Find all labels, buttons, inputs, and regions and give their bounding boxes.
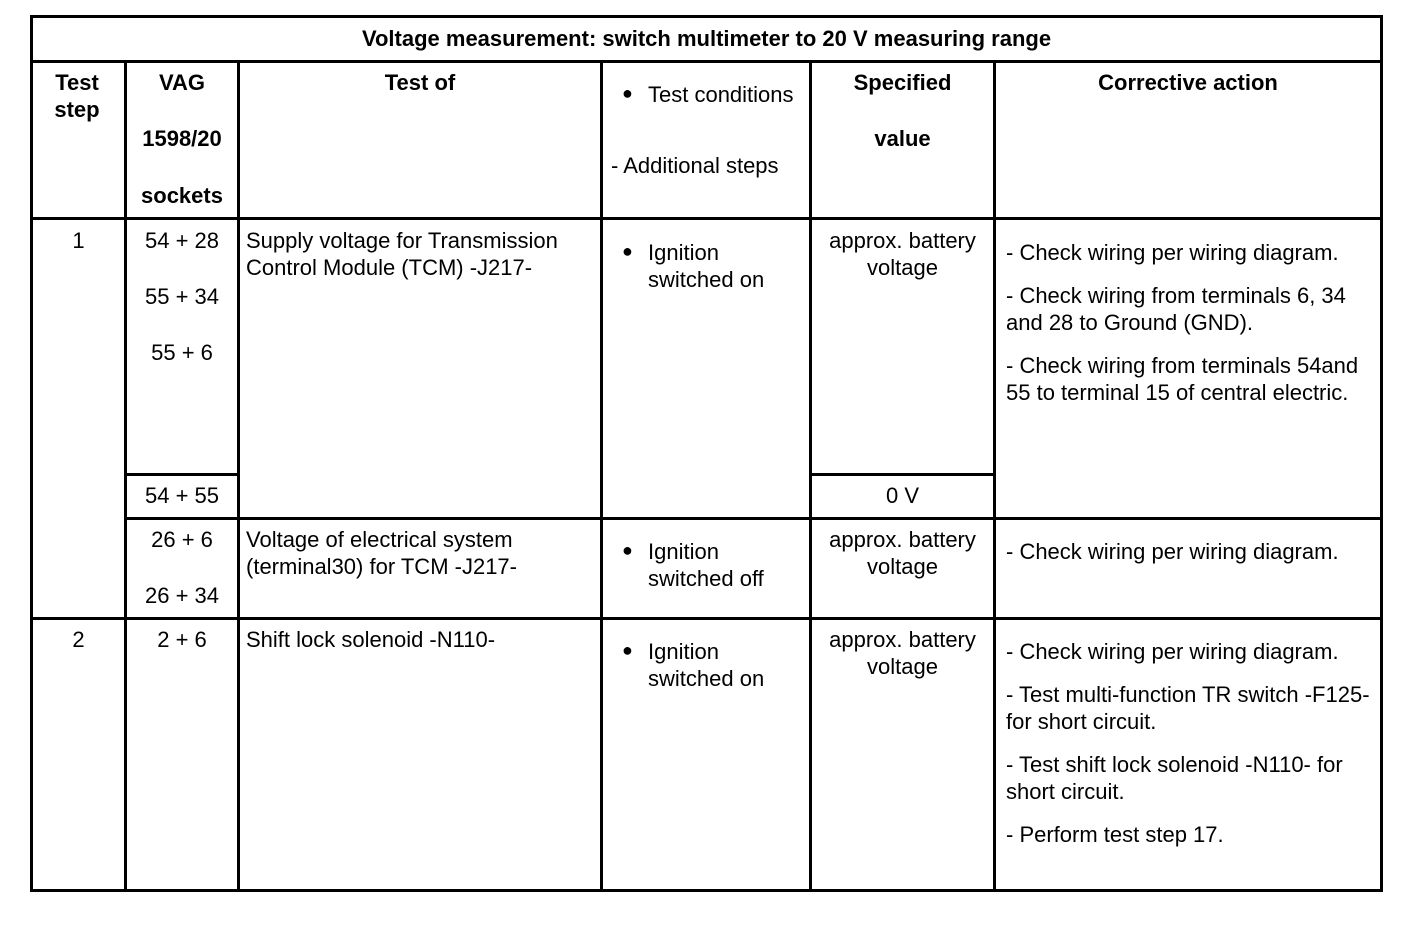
row1-specified-b: 0 V <box>885 483 920 508</box>
row1-step: 1 <box>72 228 85 253</box>
header-specified-line1: Specified <box>853 70 952 95</box>
row3-specified: approx. battery voltage <box>829 627 976 679</box>
row2-divider <box>30 617 1383 620</box>
bullet-icon: ● <box>622 640 633 660</box>
row1-socket-3: 55 + 6 <box>151 340 213 365</box>
voltage-measurement-table <box>30 15 1383 892</box>
title-divider <box>30 60 1383 63</box>
row1-divider <box>124 517 1383 520</box>
table-border-left <box>30 15 33 892</box>
row3-condition: Ignition switched on <box>648 639 765 691</box>
row1-sub-divider-spec <box>810 473 995 476</box>
row2-socket-1: 26 + 6 <box>151 527 213 552</box>
header-additional-steps: - Additional steps <box>611 153 779 178</box>
bullet-icon: ● <box>622 540 633 560</box>
bullet-icon: ● <box>622 241 633 261</box>
col-divider-5 <box>993 60 996 892</box>
row2-specified: approx. battery voltage <box>829 527 976 579</box>
row1-test-of: Supply voltage for Transmission Control Module (TCM) -J217- <box>246 228 558 280</box>
row3-actions <box>1006 638 1376 864</box>
row3-test-of: Shift lock solenoid -N110- <box>246 627 496 652</box>
row2-actions <box>1006 538 1376 581</box>
table-border-top <box>30 15 1383 18</box>
row1-action-3: - Check wiring from terminals 54and 55 to terminal 15 of central electric. <box>1006 353 1359 405</box>
header-vag-line3: sockets <box>141 183 223 208</box>
bullet-icon: ● <box>622 83 633 103</box>
row1-socket-2: 55 + 34 <box>144 284 219 309</box>
row3-step: 2 <box>72 627 85 652</box>
row1-socket-b: 54 + 55 <box>144 483 219 508</box>
row2-socket-2: 26 + 34 <box>144 583 219 608</box>
header-specified-line2: value <box>874 126 931 151</box>
header-vag-line1: VAG <box>158 70 206 95</box>
col-divider-3 <box>600 60 603 892</box>
header-corrective-action: Corrective action <box>1098 70 1278 95</box>
row1-specified: approx. battery voltage <box>829 228 976 280</box>
row3-action-2: - Test multi-function TR switch -F125- for short circuit. <box>1006 682 1370 734</box>
row2-action-1: - Check wiring per wiring diagram. <box>1006 539 1339 564</box>
row3-action-4: - Perform test step 17. <box>1006 822 1224 847</box>
col-divider-4 <box>809 60 812 892</box>
table-title: Voltage measurement: switch multimeter to 20 V measuring range <box>361 26 1052 51</box>
header-divider <box>30 217 1383 220</box>
table-border-right <box>1380 15 1383 892</box>
row1-condition: Ignition switched on <box>648 240 765 292</box>
table-border-bottom <box>30 889 1383 892</box>
row2-test-of: Voltage of electrical system (terminal30) for TCM -J217- <box>246 527 517 579</box>
row1-socket-1: 54 + 28 <box>144 228 219 253</box>
row3-socket-1: 2 + 6 <box>157 627 207 652</box>
header-test-conditions: Test conditions <box>648 82 794 107</box>
header-test-of: Test of <box>384 70 456 95</box>
header-test-step: Test step <box>54 70 100 122</box>
row3-action-3: - Test shift lock solenoid -N110- for short circuit. <box>1006 752 1343 804</box>
header-vag-line2: 1598/20 <box>142 126 222 151</box>
row3-action-1: - Check wiring per wiring diagram. <box>1006 639 1339 664</box>
row1-actions <box>1006 239 1376 422</box>
col-divider-2 <box>237 60 240 892</box>
row2-condition: Ignition switched off <box>648 539 764 591</box>
row1-action-1: - Check wiring per wiring diagram. <box>1006 240 1339 265</box>
row1-sub-divider-vag <box>124 473 239 476</box>
row1-action-2: - Check wiring from terminals 6, 34 and 28 to Ground (GND). <box>1006 283 1346 335</box>
